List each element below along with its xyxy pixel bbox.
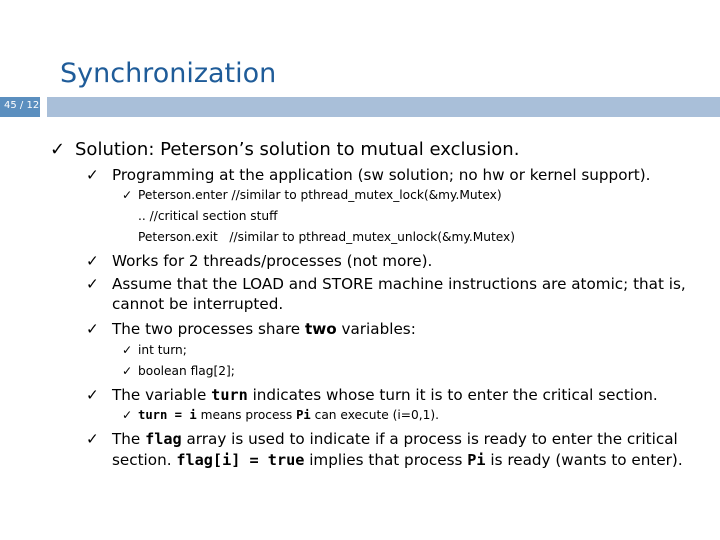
code-exit-line: Peterson.exit //similar to pthread_mutex_unlock(&my.Mutex) — [138, 230, 515, 244]
check-icon: ✓ — [86, 275, 99, 293]
bullet-flag-line2: section. flag[i] = true implies that process Pi is ready (wants to enter). — [112, 451, 683, 469]
bullet-flag-line1: The flag array is used to indicate if a process is ready to enter the critical — [112, 430, 678, 448]
bullet-programming: Programming at the application (sw solution; no hw or kernel support). — [112, 166, 651, 184]
slide-title: Synchronization — [60, 58, 277, 89]
check-icon: ✓ — [50, 139, 66, 160]
slide-number: 45 / 128 — [4, 100, 46, 111]
bullet-assume-line2: cannot be interrupted. — [112, 295, 284, 313]
bullet-turn: The variable turn indicates whose turn it is to enter the critical section. — [112, 386, 658, 404]
check-icon: ✓ — [86, 320, 99, 338]
check-icon: ✓ — [122, 343, 133, 357]
var-turn: int turn; — [138, 343, 187, 357]
check-icon: ✓ — [86, 386, 99, 404]
check-icon: ✓ — [86, 166, 99, 184]
bullet-share: The two processes share two variables: — [112, 320, 416, 338]
title-underline-bar — [47, 97, 720, 117]
bullet-works: Works for 2 threads/processes (not more). — [112, 252, 433, 270]
check-icon: ✓ — [86, 252, 99, 270]
check-icon: ✓ — [86, 430, 99, 448]
code-enter-line: Peterson.enter //similar to pthread_mutex_lock(&my.Mutex) — [138, 188, 502, 202]
var-flag: boolean flag[2]; — [138, 364, 235, 378]
bullet-solution: Solution: Peterson’s solution to mutual exclusion. — [75, 139, 520, 160]
turn-equals-line: turn = i means process Pi can execute (i=0,1). — [138, 408, 439, 422]
check-icon: ✓ — [122, 188, 133, 202]
bullet-assume-line1: Assume that the LOAD and STORE machine instructions are atomic; that is, — [112, 275, 686, 293]
check-icon: ✓ — [122, 364, 133, 378]
check-icon: ✓ — [122, 408, 133, 422]
code-critical-section-line: .. //critical section stuff — [138, 209, 278, 223]
